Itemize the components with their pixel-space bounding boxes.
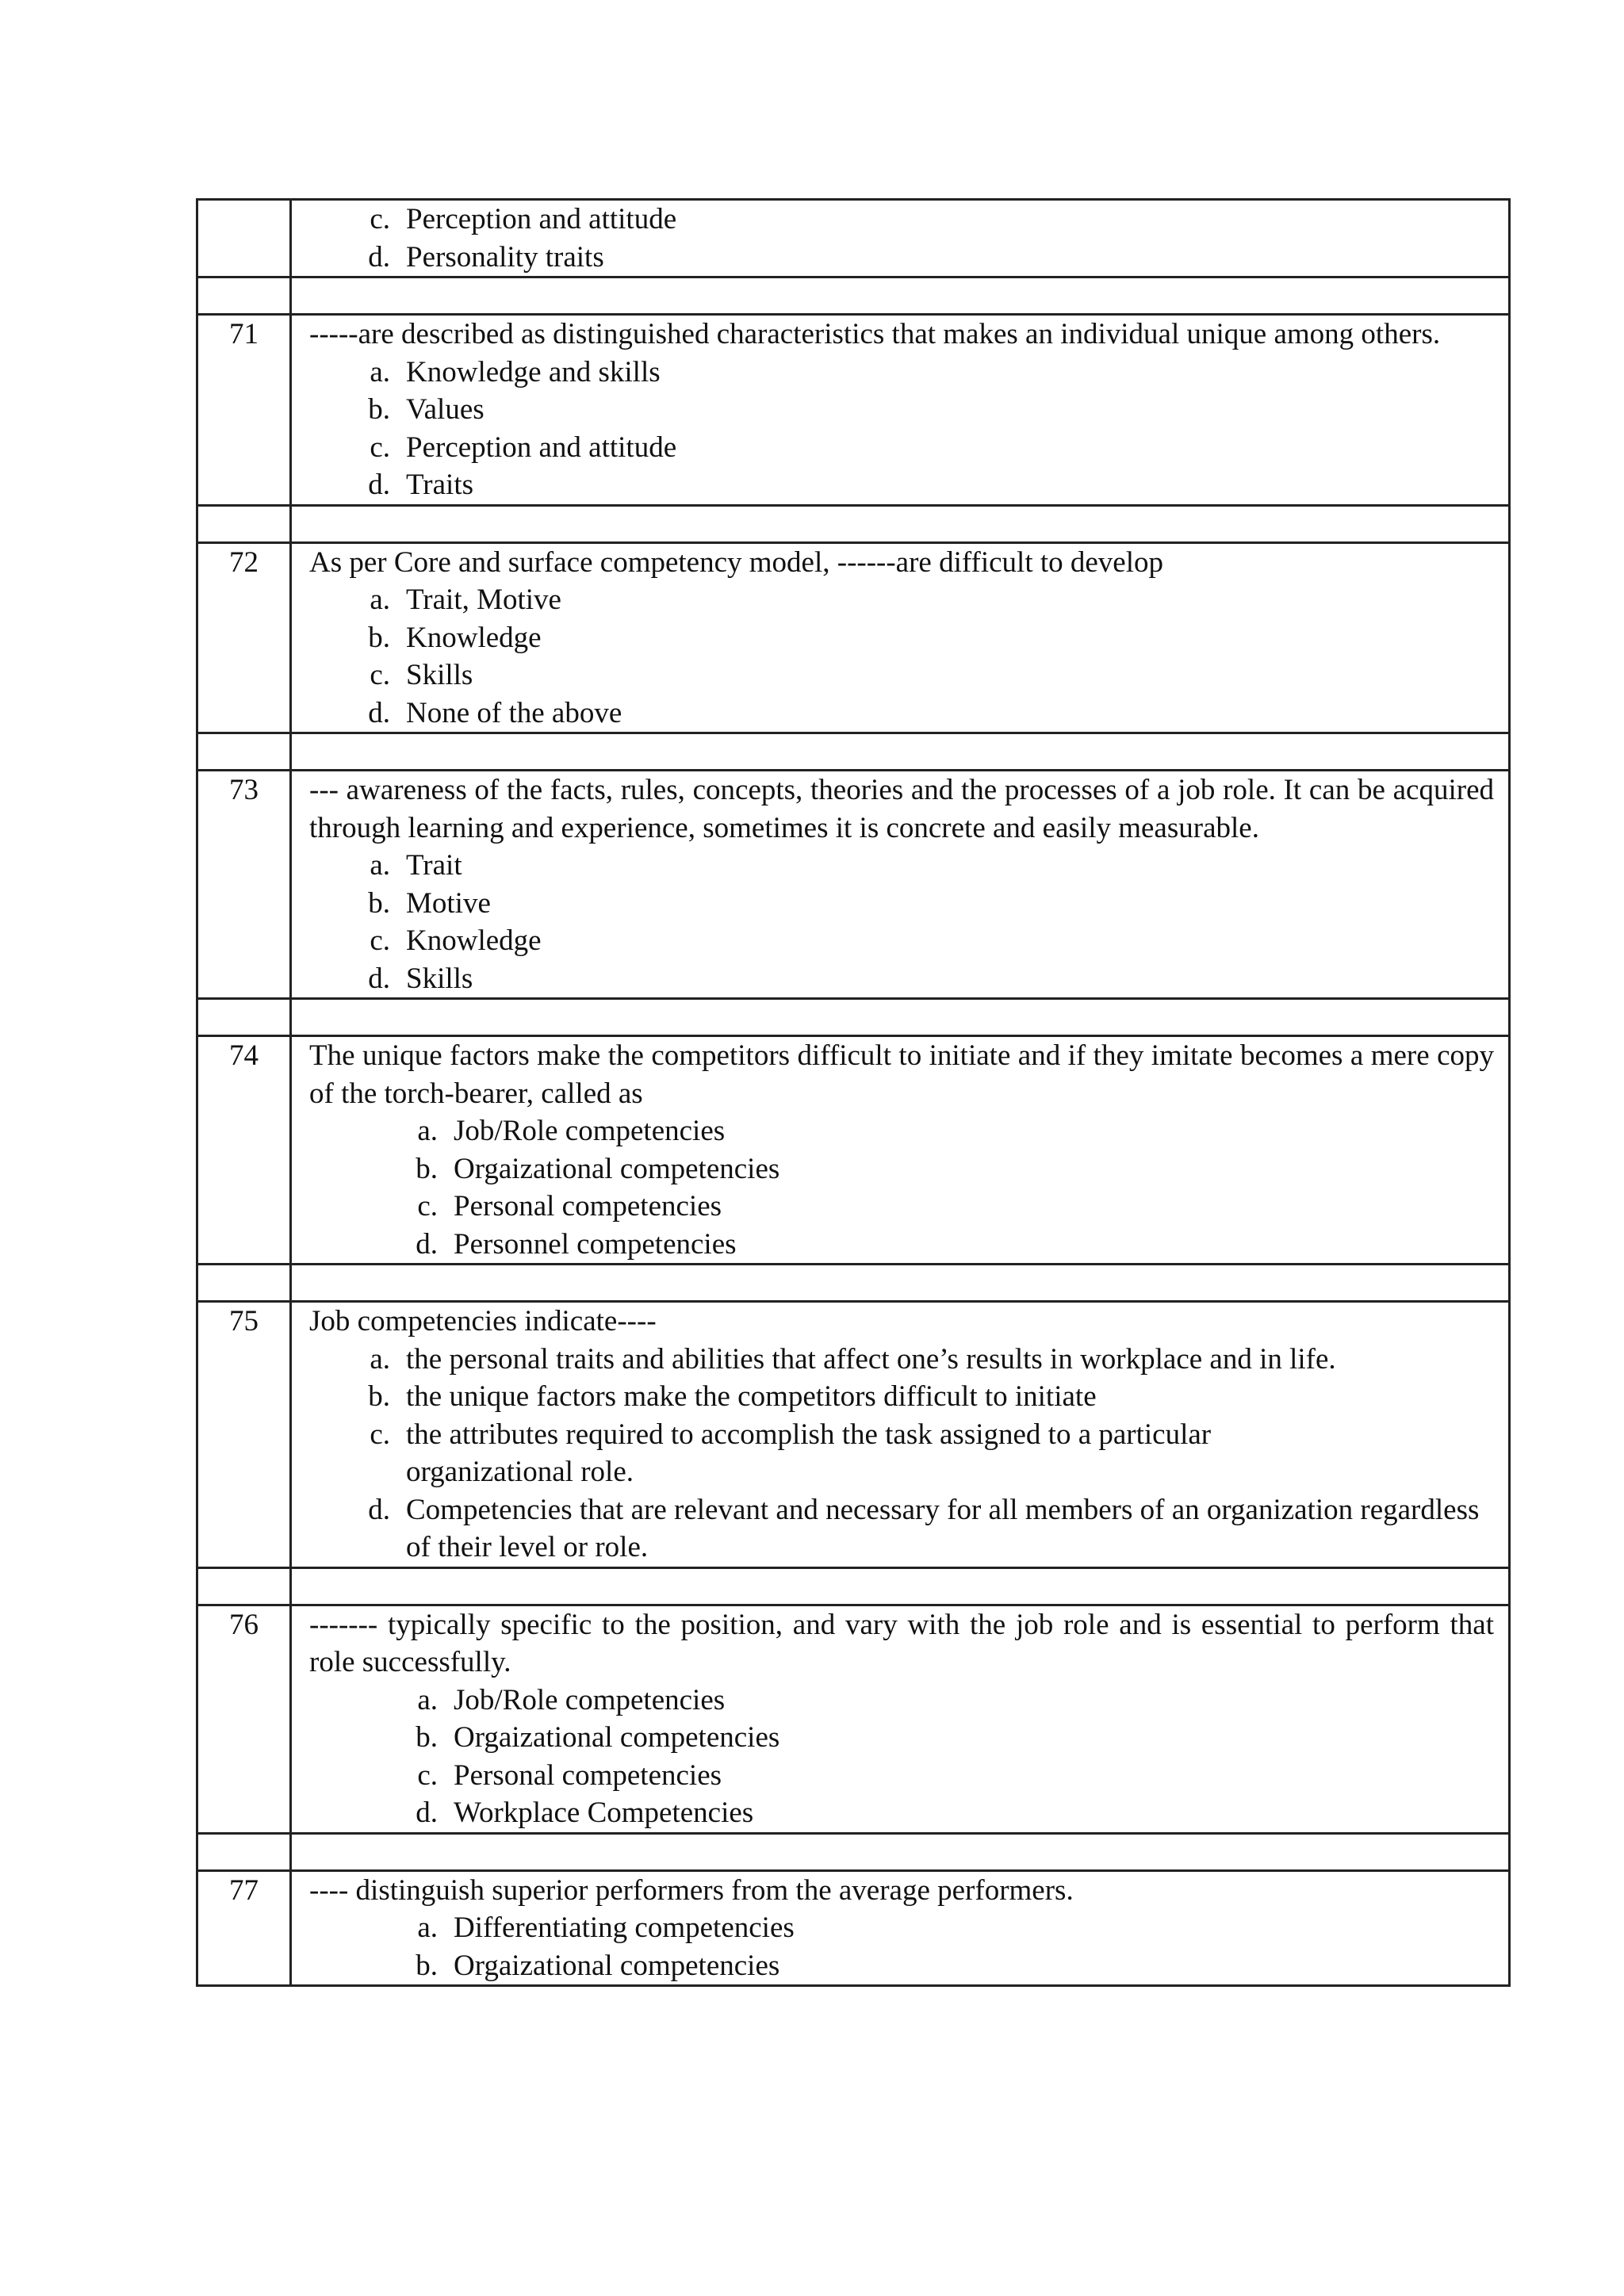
question-text: --- awareness of the facts, rules, concepts, theories and the processes of a job role. It can be acquired through learning and experience, sometimes it is concrete and easily measurable. [309, 774, 1494, 844]
options-list [309, 1341, 1494, 1567]
option-d: d. Skills [368, 962, 473, 995]
question-row-75 [197, 1302, 1510, 1568]
spacer-row [197, 1265, 1510, 1302]
question-number-cell [197, 200, 291, 277]
options-list [309, 581, 1494, 732]
options-list [309, 1112, 1494, 1263]
question-text: Job competencies indicate---- [309, 1305, 657, 1337]
spacer-row [197, 733, 1510, 771]
option-a: a. Trait, Motive [370, 584, 561, 616]
option-d: d. Personality traits [368, 240, 604, 274]
question-text: ---- distinguish superior performers from the average performers. [309, 1873, 1074, 1907]
mcq-table [196, 198, 1511, 1987]
question-number: 75 [197, 1302, 291, 1568]
question-text: The unique factors make the competitors difficult to initiate and if they imitate becomes a mere copy of the torch-bearer, called as [309, 1039, 1494, 1110]
option-b: b. Orgaizational competencies [416, 1949, 780, 1982]
question-body-cell [291, 315, 1510, 506]
option-c: c. Perception and attitude [370, 203, 677, 235]
option-c: c. Skills [370, 659, 473, 691]
question-number: 71 [197, 315, 291, 506]
question-body-cell [291, 1605, 1510, 1833]
options-list [309, 354, 1494, 504]
option-b: b. Values [368, 393, 485, 426]
question-text: ------- typically specific to the position, and vary with the job role and is essential to perform that role successfully. [309, 1608, 1494, 1678]
option-b: b. Orgaizational competencies [416, 1152, 780, 1185]
option-a: a. the personal traits and abilities that affect one’s results in workplace and in life. [370, 1342, 1336, 1376]
option-b: b. Motive [368, 886, 491, 920]
option-d: d. Competencies that are relevant and necessary for all members of an organization regardless of their level or role. [368, 1493, 1480, 1563]
spacer-row [197, 999, 1510, 1036]
question-body-cell [291, 1302, 1510, 1568]
option-d: d. Workplace Competencies [416, 1797, 754, 1829]
option-b: b. Orgaizational competencies [416, 1721, 780, 1754]
option-d: d. None of the above [368, 696, 622, 729]
question-number: 74 [197, 1036, 291, 1265]
question-number: 77 [197, 1870, 291, 1986]
question-row-71 [197, 315, 1510, 506]
options-list [309, 201, 1494, 276]
question-row-76 [197, 1605, 1510, 1833]
option-c: c. the attributes required to accomplish the task assigned to a particular organizational role. [370, 1418, 1212, 1488]
question-row-72 [197, 542, 1510, 733]
question-body-cell [291, 1036, 1510, 1265]
options-list [309, 847, 1494, 997]
question-row-73 [197, 771, 1510, 999]
option-a: a. Differentiating competencies [417, 1911, 795, 1944]
spacer-row [197, 1833, 1510, 1870]
spacer-row [197, 277, 1510, 315]
option-a: a. Job/Role competencies [417, 1683, 726, 1716]
question-text: -----are described as distinguished characteristics that makes an individual unique among others. [309, 318, 1441, 350]
option-a: a. Knowledge and skills [370, 355, 661, 388]
question-body-cell [291, 542, 1510, 733]
table-row [197, 200, 1510, 277]
spacer-row [197, 505, 1510, 542]
options-list [309, 1682, 1494, 1832]
question-number: 76 [197, 1605, 291, 1833]
option-c: c. Personal competencies [417, 1758, 722, 1792]
option-b: b. the unique factors make the competitors difficult to initiate [368, 1380, 1097, 1413]
question-text: As per Core and surface competency model, ------are difficult to develop [309, 545, 1164, 579]
question-row-74 [197, 1036, 1510, 1265]
option-a: a. Trait [370, 849, 462, 882]
option-c: c. Perception and attitude [370, 430, 677, 464]
option-a: a. Job/Role competencies [417, 1115, 726, 1147]
option-b: b. Knowledge [368, 621, 542, 654]
question-body-cell [291, 200, 1510, 277]
options-list [309, 1909, 1494, 1984]
question-body-cell [291, 771, 1510, 999]
question-number: 72 [197, 542, 291, 733]
option-d: d. Traits [368, 469, 474, 501]
question-body-cell [291, 1870, 1510, 1986]
question-row-77 [197, 1870, 1510, 1986]
spacer-row [197, 1567, 1510, 1605]
option-d: d. Personnel competencies [416, 1227, 737, 1261]
option-c: c. Knowledge [370, 924, 542, 957]
option-c: c. Personal competencies [417, 1190, 722, 1223]
question-number: 73 [197, 771, 291, 999]
